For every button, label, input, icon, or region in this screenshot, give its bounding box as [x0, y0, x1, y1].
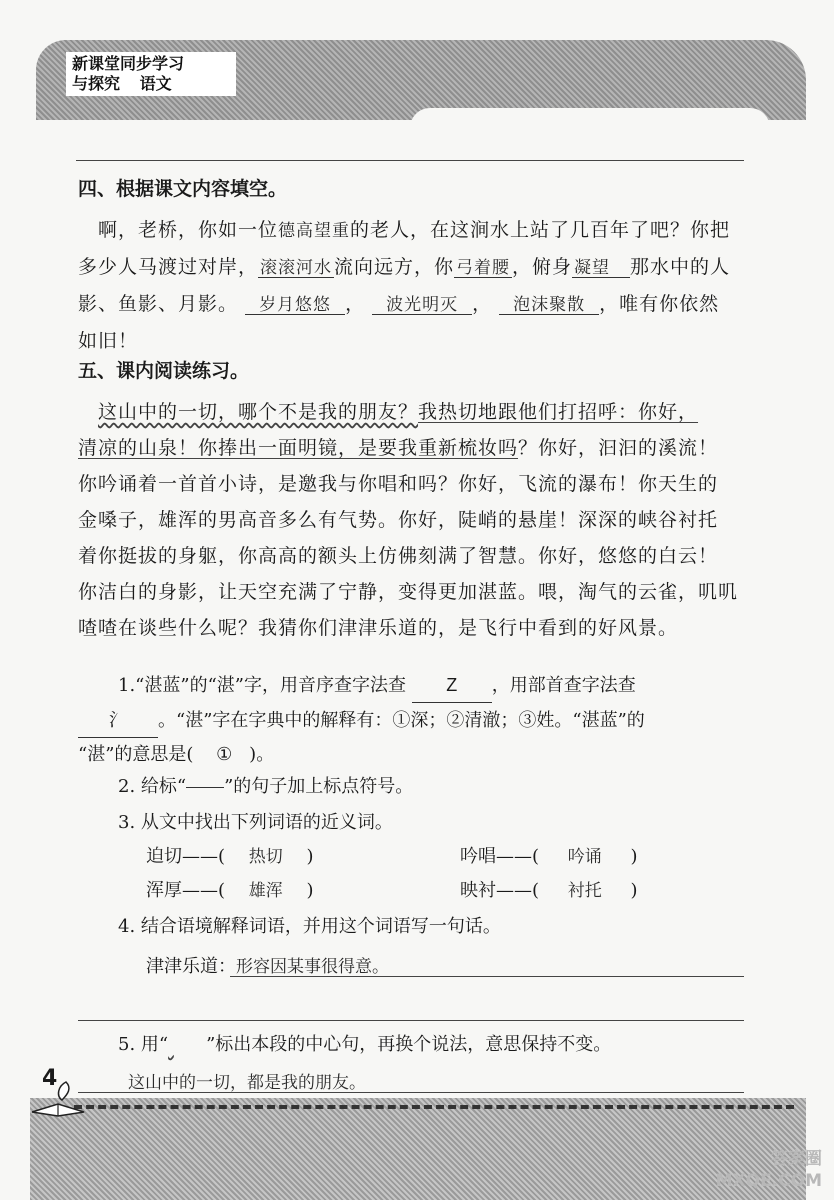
book-title-line2-text: 与探究 — [72, 74, 121, 93]
top-rule — [76, 160, 744, 161]
q5-answer-text: 这山中的一切，都是我的朋友。 — [128, 1073, 366, 1092]
added-question-mark: ？ — [518, 437, 539, 459]
synonym-4 — [460, 876, 638, 902]
answer-3: 弓着腰 — [456, 258, 511, 277]
text: 迫切——( — [146, 846, 226, 867]
book-title-line1: 新课堂同步学习 — [72, 54, 185, 73]
passage-line5: 着你挺拔的身躯，你高高的额头上仿佛刻满了智慧。你好，悠悠的白云！ — [78, 545, 719, 567]
text: ) — [306, 846, 314, 867]
straight-line-mark — [186, 787, 224, 788]
synonym-answer: 衬托 — [567, 881, 602, 900]
text: )。 — [249, 744, 275, 765]
answer-rule — [78, 1020, 744, 1021]
text: 吟唱——( — [460, 846, 540, 867]
question-3: 3. 从文中找出下列词语的近义词。 — [118, 812, 393, 833]
text: 影、鱼影、月影。 — [78, 293, 239, 315]
book-title-line2 — [72, 74, 230, 94]
section4-line3: 影、鱼影、月影。 岁月悠悠 ， 波光明灭 ， 泡沫聚散 ，唯有你依然 — [78, 293, 720, 315]
section4-line1 — [98, 212, 758, 249]
text: ) — [630, 846, 638, 867]
text: 5. 用“ — [118, 1034, 169, 1055]
text: ，俯身 — [512, 256, 573, 278]
q1-answer-letter: Z — [412, 668, 492, 703]
text: 1.“湛蓝”的“湛”字，用音序查字法查 — [118, 675, 406, 696]
passage-line4: 金嗓子，雄浑的男高音多么有气势。你好，陡峭的悬崖！深深的峡谷衬托 — [78, 509, 719, 531]
synonym-answer: 吟诵 — [567, 847, 602, 866]
text: ”标出本段的中心句，再换个说法，意思保持不变。 — [206, 1034, 612, 1055]
header-notch — [410, 108, 770, 148]
text: 那水中的人 — [630, 256, 731, 278]
section5-title: 五、课内阅读练习。 — [78, 360, 250, 382]
text: ，唯有你依然 — [599, 293, 720, 315]
text: 多少人马渡过对岸， — [78, 256, 259, 278]
q1-line1 — [118, 668, 758, 703]
reading-passage — [78, 394, 758, 646]
text: ”的句子加上标点符号。 — [224, 776, 414, 797]
text: 。“湛”字在字典中的解释有：①深；②清澈；③姓。“湛蓝”的 — [158, 710, 645, 731]
synonym-answer: 热切 — [248, 847, 283, 866]
text: 你好，汩汩的溪流！ — [538, 437, 719, 459]
watermark — [716, 1148, 822, 1192]
synonym-answer: 雄浑 — [248, 881, 283, 900]
book-title — [66, 52, 236, 96]
passage-line1 — [98, 394, 758, 430]
question-1 — [78, 668, 758, 772]
book-subject: 语文 — [139, 74, 172, 93]
page-number: 4 — [42, 1066, 58, 1091]
q4-answer: 形容因某事很得意。 — [236, 957, 389, 976]
q1-line3 — [78, 738, 758, 772]
text: 映衬——( — [460, 880, 540, 901]
section4-paragraph — [78, 212, 758, 359]
answer-rule — [230, 976, 744, 977]
text: 流向远方，你 — [334, 256, 455, 278]
text: 的老人，在这涧水上站了几百年了吧？你把 — [350, 219, 731, 241]
marked-sentence: 清凉的山泉！你捧出一面明镜，是要我重新梳妆吗 — [78, 437, 519, 459]
synonym-1 — [146, 842, 314, 868]
answer-7: 泡沫聚散 — [499, 295, 599, 315]
text: ，用部首查字法查 — [491, 675, 636, 696]
text: ) — [306, 880, 314, 901]
footer-dashed-line — [74, 1105, 794, 1109]
passage-line6: 你洁白的身影，让天空充满了宁静，变得更加湛蓝。喂，淘气的云雀，叽叽 — [78, 581, 739, 603]
text: ) — [630, 880, 638, 901]
synonym-2 — [460, 842, 638, 868]
passage-line3: 你吟诵着一首首小诗，是邀我与你唱和吗？你好，飞流的瀑布！你天生的 — [78, 473, 719, 495]
section4-line2 — [78, 249, 758, 286]
watermark-line1: 答案圈 — [771, 1149, 822, 1169]
text: 我热切地跟他们打招呼：你好， — [418, 401, 699, 423]
answer-5: 岁月悠悠 — [245, 295, 345, 315]
answer-1: 德高望重 — [278, 221, 351, 240]
q1-answer-radical: 氵 — [78, 703, 158, 738]
question-5 — [118, 1028, 758, 1062]
passage-line2 — [78, 430, 758, 466]
answer-6: 波光明灭 — [372, 295, 472, 315]
answer-2: 滚滚河水 — [260, 258, 333, 277]
question-4: 4. 结合语境解释词语，并用这个词语写一句话。 — [118, 916, 501, 937]
q1-line2 — [78, 703, 758, 738]
q1-answer-meaning: ① — [216, 744, 233, 765]
book-leaf-icon — [28, 1078, 88, 1118]
section4-line4: 如旧！ — [78, 330, 139, 352]
term-label: 津津乐道： — [146, 956, 236, 977]
answer-rule — [78, 1092, 744, 1093]
watermark-line2: MXQE.COM — [715, 1171, 822, 1191]
text: 浑厚——( — [146, 880, 226, 901]
text: “湛”的意思是( — [78, 744, 194, 765]
wavy-line-mark — [168, 1028, 206, 1062]
central-sentence: 这山中的一切，哪个不是我的朋友？ — [98, 401, 419, 423]
footer-band — [30, 1098, 806, 1200]
text: 啊，老桥，你如一位 — [98, 219, 279, 241]
section4-title: 四、根据课文内容填空。 — [78, 178, 288, 200]
question-2 — [118, 770, 758, 804]
q4-answer-line — [146, 952, 389, 978]
synonym-3 — [146, 876, 314, 902]
passage-line7: 喳喳在谈些什么呢？我猜你们津津乐道的，是飞行中看到的好风景。 — [78, 617, 679, 639]
answer-4: 凝望 — [572, 258, 630, 278]
text: 2. 给标“ — [118, 776, 187, 797]
q5-answer — [128, 1068, 366, 1093]
